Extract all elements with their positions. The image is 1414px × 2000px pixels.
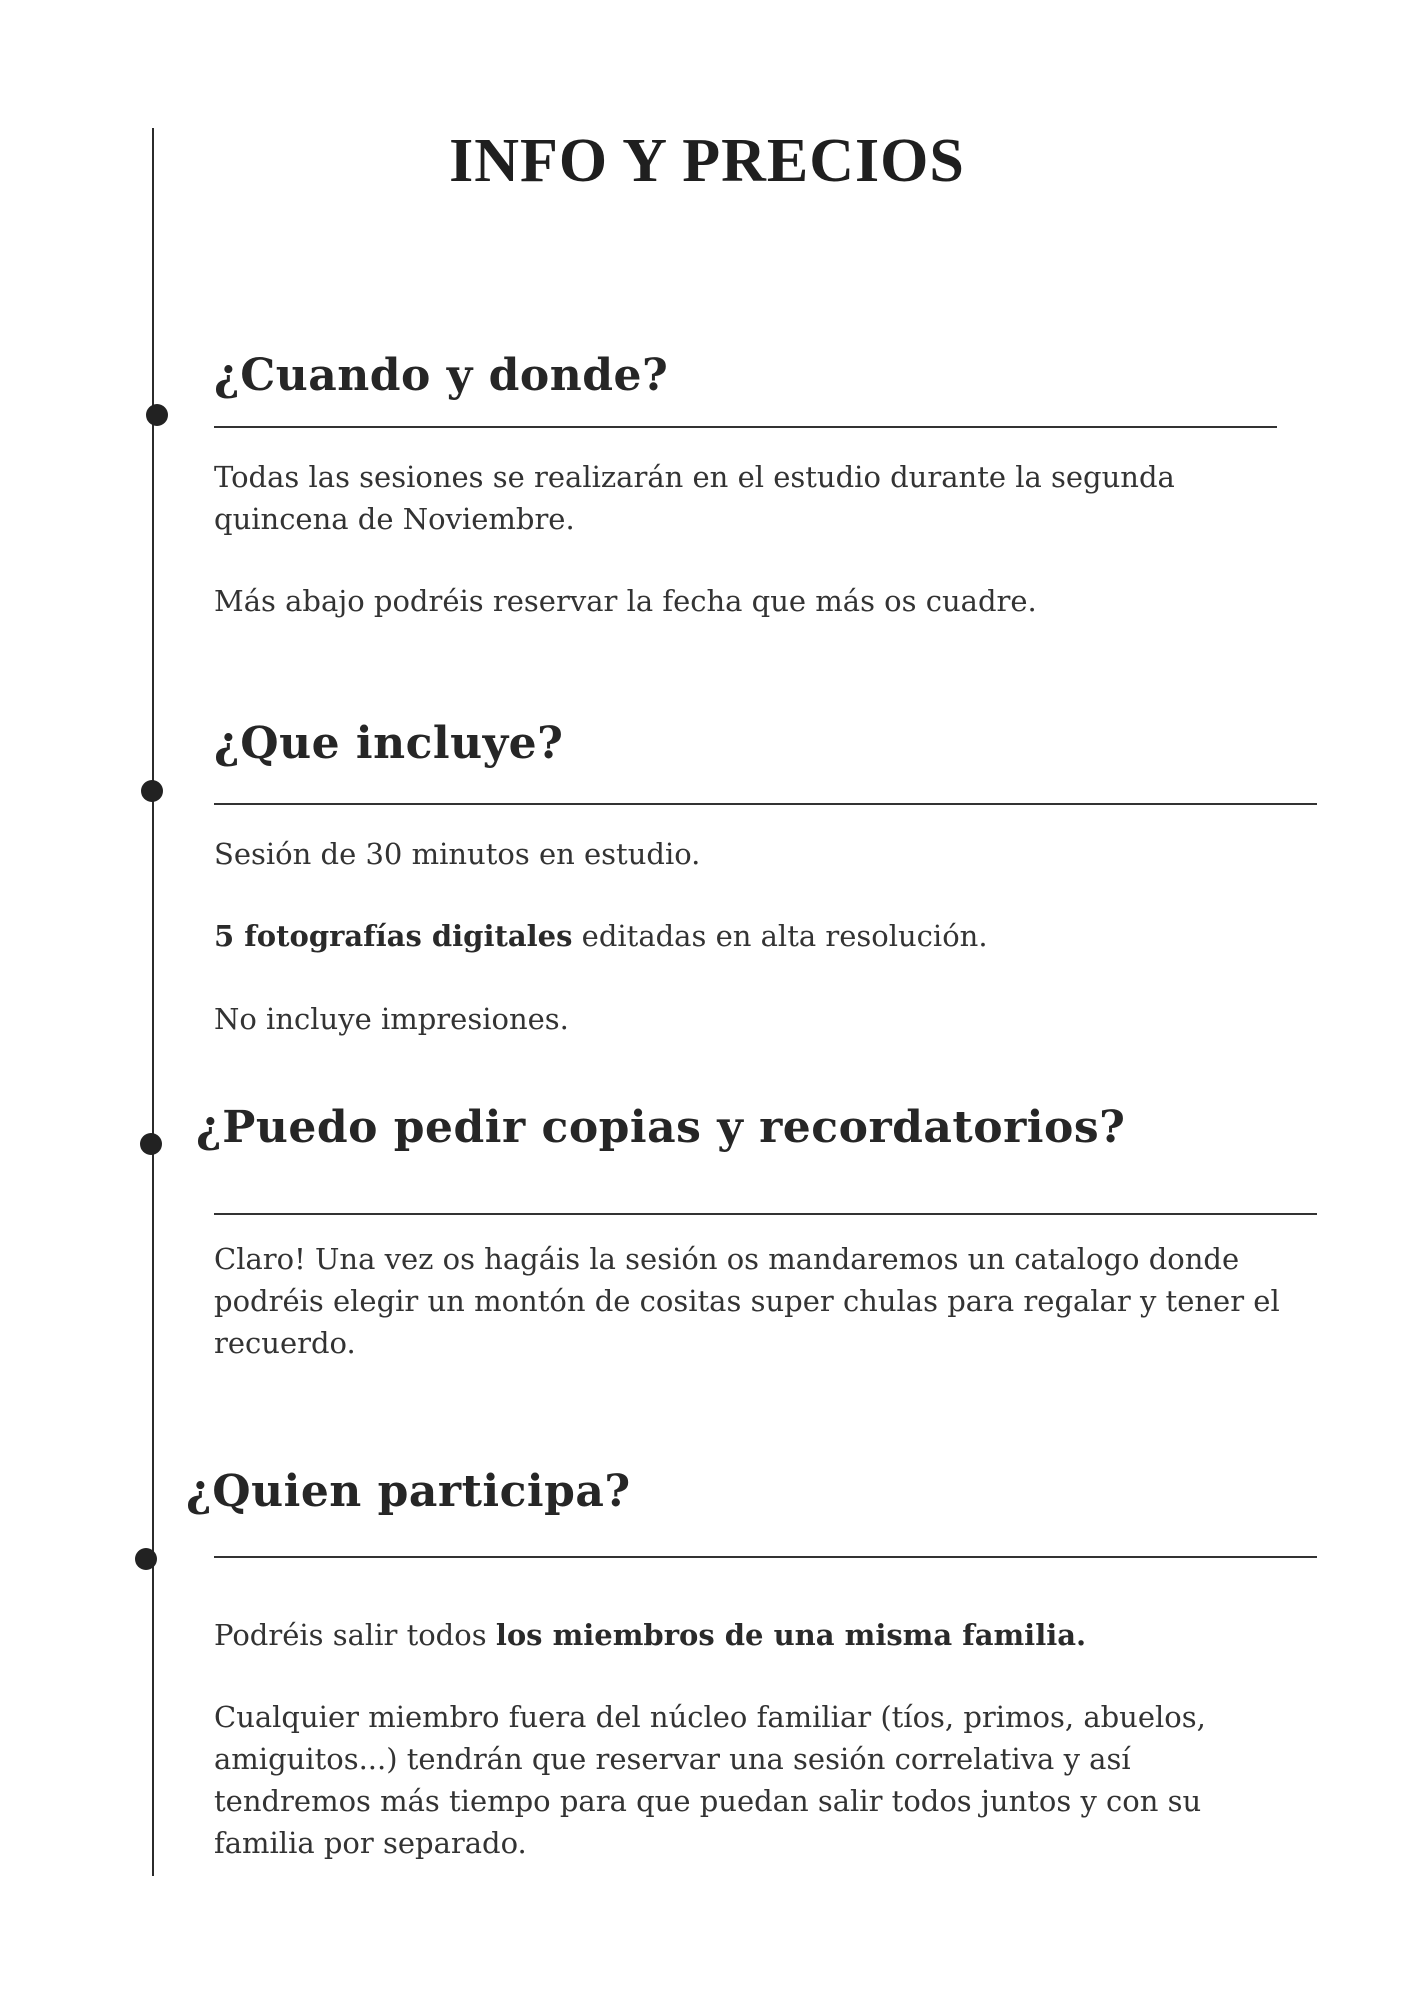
section-heading: ¿Quien participa? [186,1466,631,1517]
section-divider [214,1213,1317,1215]
section-paragraph [214,456,1175,540]
section-heading: ¿Que incluye? [214,718,564,769]
bold-text: los miembros de una misma familia. [495,1618,1087,1652]
section-paragraph: Sesión de 30 minutos en estudio. [214,837,701,871]
paragraph-line: quincena de Noviembre. [214,502,575,536]
paragraph-text: editadas en alta resolución. [572,919,988,953]
section-paragraph: Claro! Una vez os hagáis la sesión os mandaremos un catalogo donde podréis elegir un montón de cositas super chulas para regalar y tener el recuerdo. [214,1242,1280,1360]
section-heading: ¿Cuando y donde? [214,350,669,401]
timeline-dot [140,1133,162,1155]
section-paragraph [214,1614,1086,1656]
page-title: INFO Y PRECIOS [449,127,965,195]
section-paragraph: No incluye impresiones. [214,1002,569,1036]
section-heading: ¿Puedo pedir copias y recordatorios? [196,1102,1126,1153]
bold-text: 5 fotografías digitales [214,919,573,953]
section-divider [214,803,1317,805]
section-paragraph [214,915,988,957]
timeline-line [152,128,154,1876]
paragraph-line: Todas las sesiones se realizarán en el estudio durante la segunda [214,460,1175,494]
timeline-dot [146,404,168,426]
section-divider [214,1556,1317,1558]
paragraph-text: Podréis salir todos [214,1618,496,1652]
section-divider [214,426,1277,428]
section-paragraph: Más abajo podréis reservar la fecha que más os cuadre. [214,584,1037,618]
timeline-dot [141,780,163,802]
section-paragraph: Cualquier miembro fuera del núcleo familiar (tíos, primos, abuelos, amiguitos...) tendrán que reservar una sesión correlativa y así tendremos más tiempo para que puedan salir todos juntos y con su familia por separado. [214,1700,1206,1860]
timeline-dot [135,1548,157,1570]
